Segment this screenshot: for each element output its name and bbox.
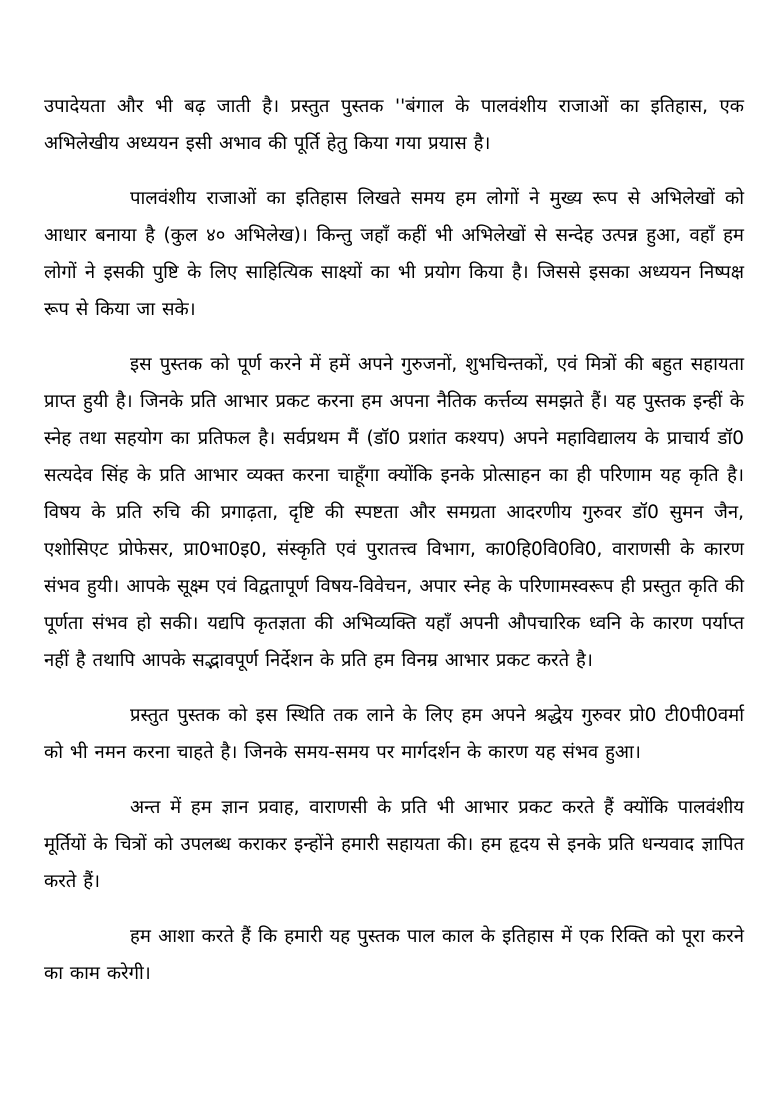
paragraph-continuation: उपादेयता और भी बढ़ जाती है। प्रस्तुत पुस्तक ''बंगाल के पालवंशीय राजाओं का इतिहास, एक अभिलेखीय अध्ययन इसी अभाव की पूर्ति हेतु किया गया प्रयास है। [44, 96, 745, 154]
paragraph-guru-thanks: प्रस्तुत पुस्तक को इस स्थिति तक लाने के लिए हम अपने श्रद्धेय गुरुवर प्रो0 टी0पी0वर्मा को भी नमन करना चाहते है। जिनके समय-समय पर मार्गदर्शन के कारण यह संभव हुआ। [44, 705, 744, 763]
paragraph-acknowledgements: इस पुस्तक को पूर्ण करने में हमें अपने गुरुजनों, शुभचिन्तकों, एवं मित्रों की बहुत सहायता प्राप्त हुयी है। जिनके प्रति आभार प्रकट करना हम अपना नैतिक कर्त्तव्य समझते हैं। यह पुस्तक इन्हीं के स्नेह तथा सहयोग का प्रतिफल है। सर्वप्रथम मैं (डॉ0 प्रशांत कश्यप) अपने महाविद्यालय के प्राचार्य डॉ0 सत्यदेव सिंह के प्रति आभार व्यक्त करना चाहूँगा क्योंकि इनके प्रोत्साहन का ही परिणाम यह कृति है। विषय के प्रति रुचि की प्रगाढ़ता, दृष्टि की स्पष्टता और समग्रता आदरणीय गुरुवर डॉ0 सुमन जैन, एशोसिएट प्रोफेसर, प्रा0भा0इ0, संस्कृति एवं पुरातत्त्व विभाग, का0हि0वि0वि0, वाराणसी के कारण संभव हुयी। आपके सूक्ष्म एवं विद्वतापूर्ण विषय-विवेचन, अपार स्नेह के परिणामस्वरूप ही प्रस्तुत कृति की पूर्णता संभव हो सकी। यद्यपि कृतज्ञता की अभिव्यक्ति यहाँ अपनी औपचारिक ध्वनि के कारण पर्याप्त नहीं है तथापि आपके सद्भावपूर्ण निर्देशन के प्रति हम विनम्र आभार प्रकट करते है। [44, 354, 744, 671]
paragraph-publisher-thanks: अन्त में हम ज्ञान प्रवाह, वाराणसी के प्रति भी आभार प्रकट करते हैं क्योंकि पालवंशीय मूर्तियों के चित्रों को उपलब्ध कराकर इन्होंने हमारी सहायता की। हम हृदय से इनके प्रति धन्यवाद ज्ञापित करते हैं। [44, 797, 744, 892]
paragraph-closing: हम आशा करते हैं कि हमारी यह पुस्तक पाल काल के इतिहास में एक रिक्ति को पूरा करने का काम करेगी। [44, 926, 744, 984]
paragraph-methodology: पालवंशीय राजाओं का इतिहास लिखते समय हम लोगों ने मुख्य रूप से अभिलेखों को आधार बनाया है (कुल ४० अभिलेख)। किन्तु जहाँ कहीं भी अभिलेखों से सन्देह उत्पन्न हुआ, वहाँ हम लोगों ने इसकी पुष्टि के लिए साहित्यिक साक्ष्यों का भी प्रयोग किया है। जिससे इसका अध्ययन निष्पक्ष रूप से किया जा सके। [44, 188, 744, 320]
